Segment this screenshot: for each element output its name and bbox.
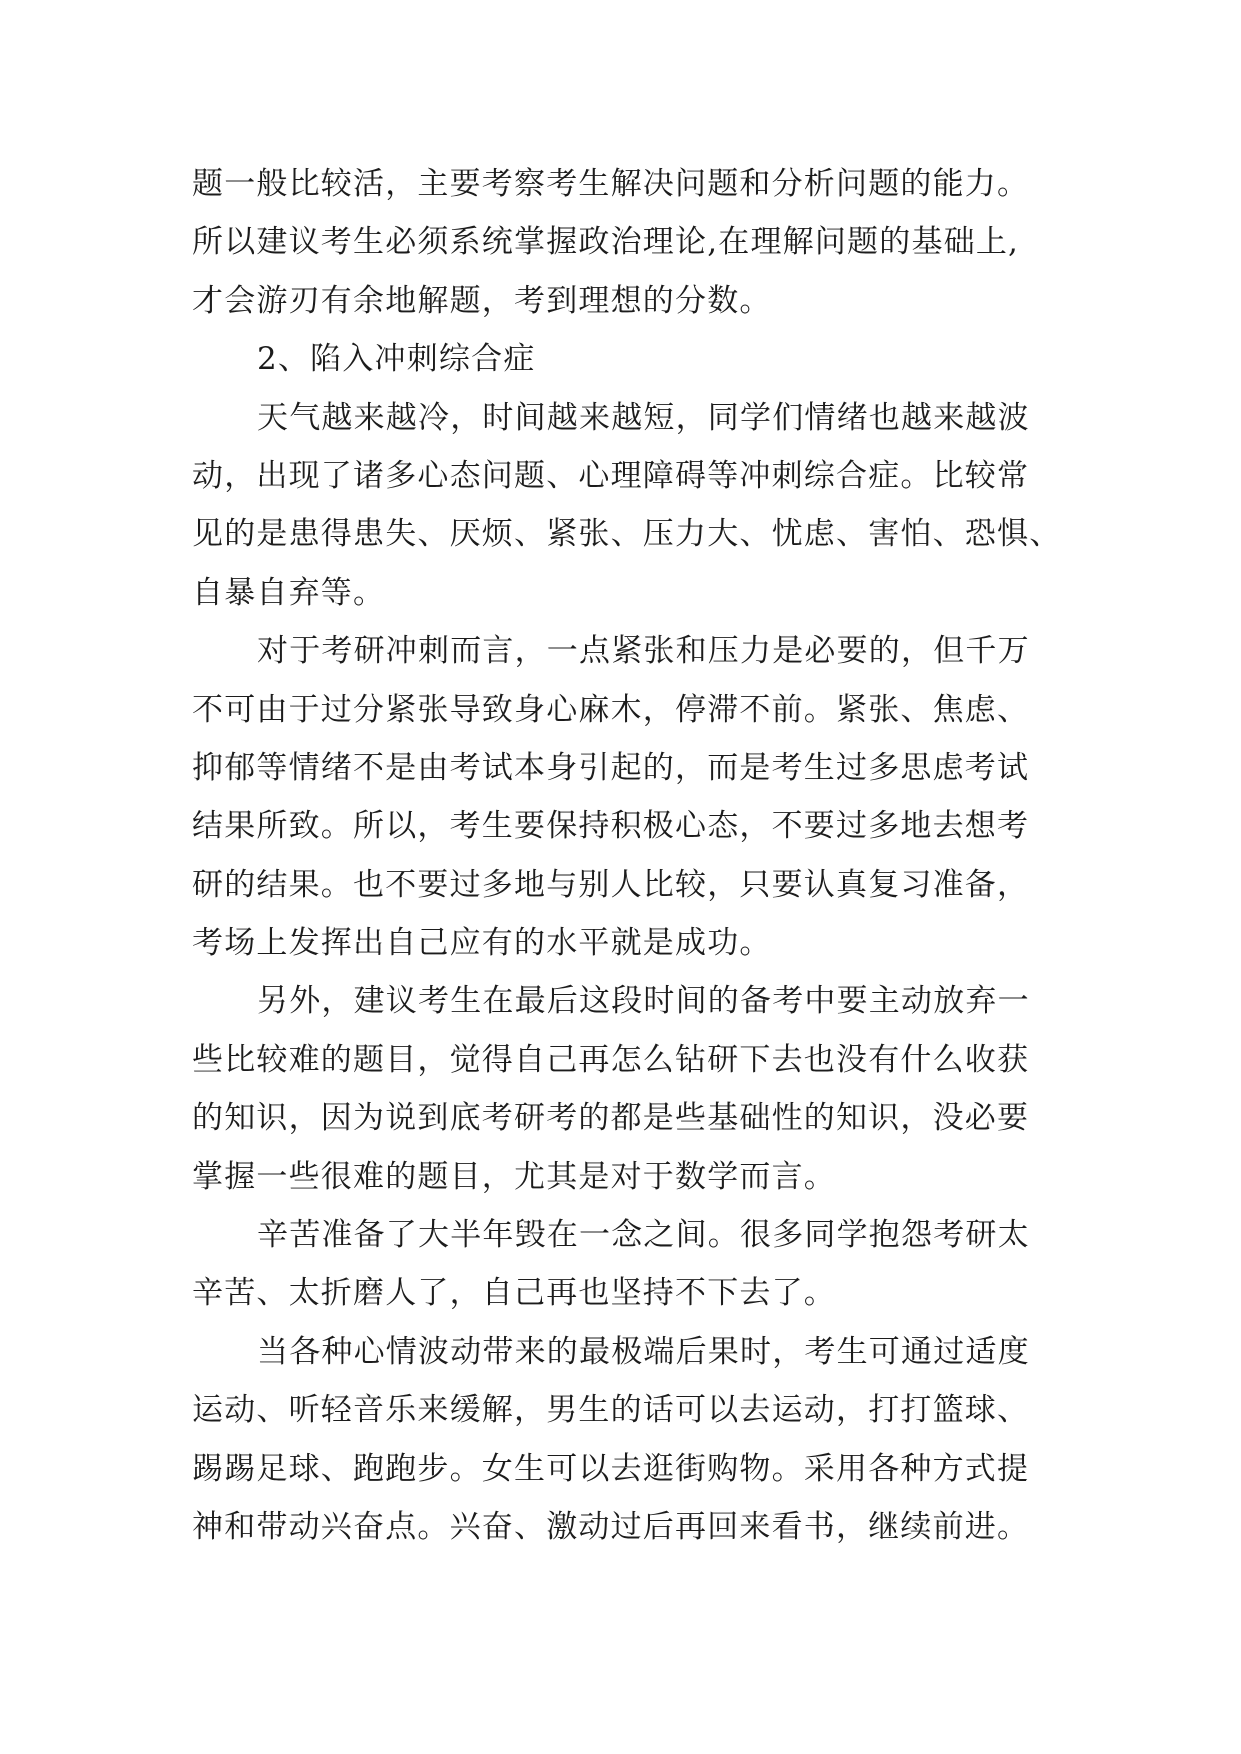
paragraph-line: 研的结果。也不要过多地与别人比较，只要认真复习准备，: [192, 866, 1030, 903]
paragraph-line: 题一般比较活，主要考察考生解决问题和分析问题的能力。: [192, 166, 1030, 202]
paragraph-line: 辛苦、太折磨人了，自己再也坚持不下去了。: [192, 1275, 836, 1312]
paragraph-line: 不可由于过分紧张导致身心麻木，停滞不前。紧张、焦虑、: [192, 691, 1030, 728]
paragraph-line: 辛苦准备了大半年毁在一念之间。很多同学抱怨考研太: [257, 1217, 1030, 1254]
paragraph-line: 见的是患得患失、厌烦、紧张、压力大、忧虑、害怕、恐惧、: [192, 516, 1062, 553]
section-heading: 2、陷入冲刺综合症: [257, 341, 536, 378]
paragraph-line: 自暴自弃等。: [192, 574, 386, 611]
body-text: [192, 155, 1097, 1556]
paragraph-line: 考场上发挥出自己应有的水平就是成功。: [192, 925, 772, 962]
paragraph-line: 天气越来越冷，时间越来越短，同学们情绪也越来越波: [257, 399, 1030, 436]
paragraph-line: 的知识，因为说到底考研考的都是些基础性的知识，没必要: [192, 1100, 1030, 1137]
paragraph-line: 所以建议考生必须系统掌握政治理论,在理解问题的基础上,: [192, 224, 1020, 261]
paragraph-line: 抑郁等情绪不是由考试本身引起的，而是考生过多思虑考试: [192, 749, 1030, 786]
paragraph-line: 神和带动兴奋点。兴奋、激动过后再回来看书，继续前进。: [192, 1508, 1030, 1545]
paragraph-line: 结果所致。所以，考生要保持积极心态，不要过多地去想考: [192, 808, 1030, 845]
paragraph-line: 另外，建议考生在最后这段时间的备考中要主动放弃一: [257, 983, 1030, 1020]
paragraph-line: 掌握一些很难的题目，尤其是对于数学而言。: [192, 1158, 836, 1195]
paragraph-line: 动，出现了诸多心态问题、心理障碍等冲刺综合症。比较常: [192, 457, 1030, 494]
paragraph-line: 才会游刃有余地解题，考到理想的分数。: [192, 282, 772, 319]
paragraph-line: 当各种心情波动带来的最极端后果时，考生可通过适度: [257, 1333, 1030, 1370]
paragraph-line: 对于考研冲刺而言，一点紧张和压力是必要的，但千万: [257, 633, 1030, 670]
paragraph-line: 踢踢足球、跑跑步。女生可以去逛街购物。采用各种方式提: [192, 1450, 1030, 1487]
paragraph-line: 些比较难的题目，觉得自己再怎么钻研下去也没有什么收获: [192, 1041, 1030, 1078]
paragraph-line: 运动、听轻音乐来缓解，男生的话可以去运动，打打篮球、: [192, 1392, 1030, 1429]
